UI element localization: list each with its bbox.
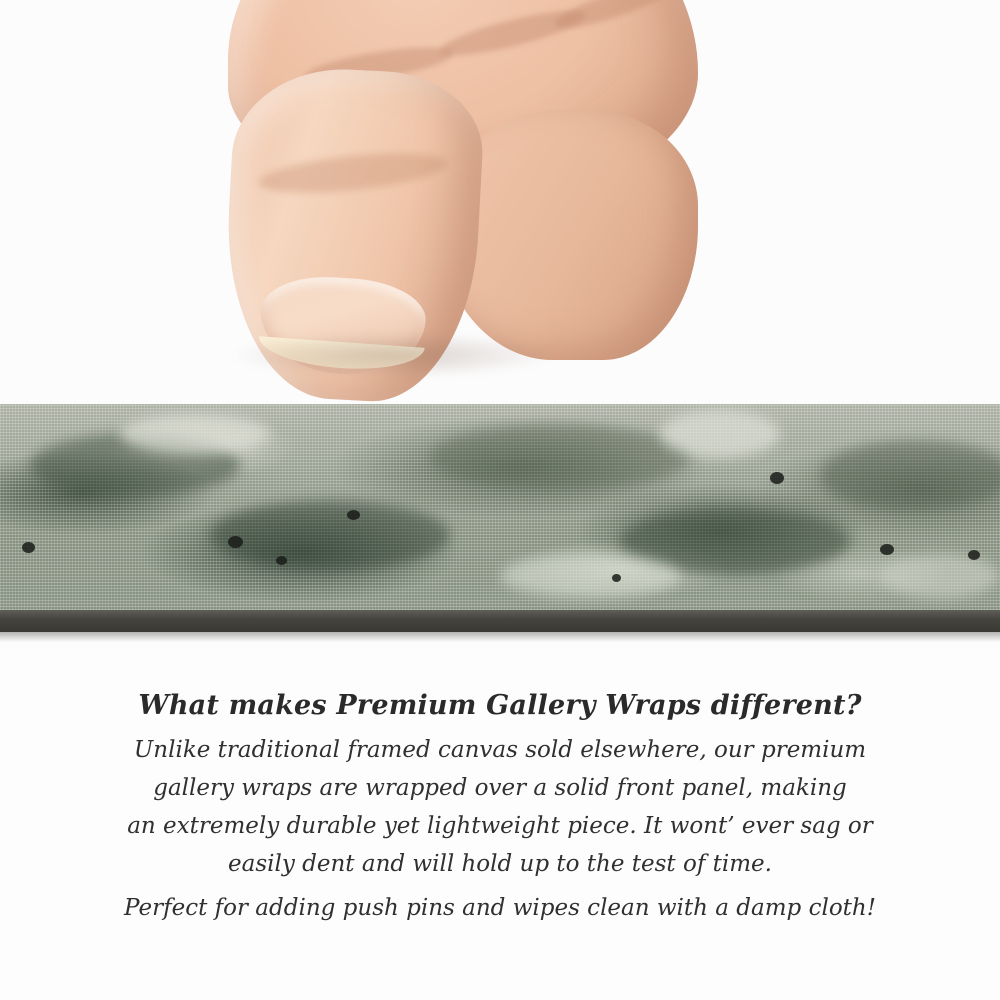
paint-highlight xyxy=(660,410,780,458)
caption-line: easily dent and will hold up to the test of time. xyxy=(228,851,772,877)
surface-speck xyxy=(880,544,894,555)
caption-line: gallery wraps are wrapped over a solid front panel, making xyxy=(153,775,847,801)
canvas-side-edge xyxy=(0,610,1000,632)
caption-closing-line: Perfect for adding push pins and wipes clean with a damp cloth! xyxy=(124,895,876,921)
gallery-wrap-canvas xyxy=(0,404,1000,648)
caption-line: an extremely durable yet lightweight piece. It wont’ ever sag or xyxy=(127,813,873,839)
surface-speck xyxy=(612,574,621,582)
surface-speck xyxy=(276,556,287,565)
paint-highlight xyxy=(500,554,680,598)
contact-shadow xyxy=(228,332,558,378)
caption-block xyxy=(0,690,1000,927)
paint-highlight xyxy=(120,414,270,454)
surface-speck xyxy=(347,510,360,520)
canvas-printed-surface xyxy=(0,404,1000,616)
paint-highlight xyxy=(880,554,1000,598)
paint-mottle xyxy=(820,440,1000,510)
surface-speck xyxy=(770,472,784,484)
hand-illustration xyxy=(108,0,668,420)
surface-speck xyxy=(968,550,980,560)
canvas-drop-shadow xyxy=(0,630,1000,642)
caption-title: What makes Premium Gallery Wraps different? xyxy=(138,690,862,721)
surface-speck xyxy=(22,542,35,553)
paint-mottle xyxy=(430,424,690,490)
caption-line: Unlike traditional framed canvas sold elsewhere, our premium xyxy=(133,737,867,763)
surface-speck xyxy=(228,536,243,548)
paint-mottle xyxy=(210,500,450,570)
